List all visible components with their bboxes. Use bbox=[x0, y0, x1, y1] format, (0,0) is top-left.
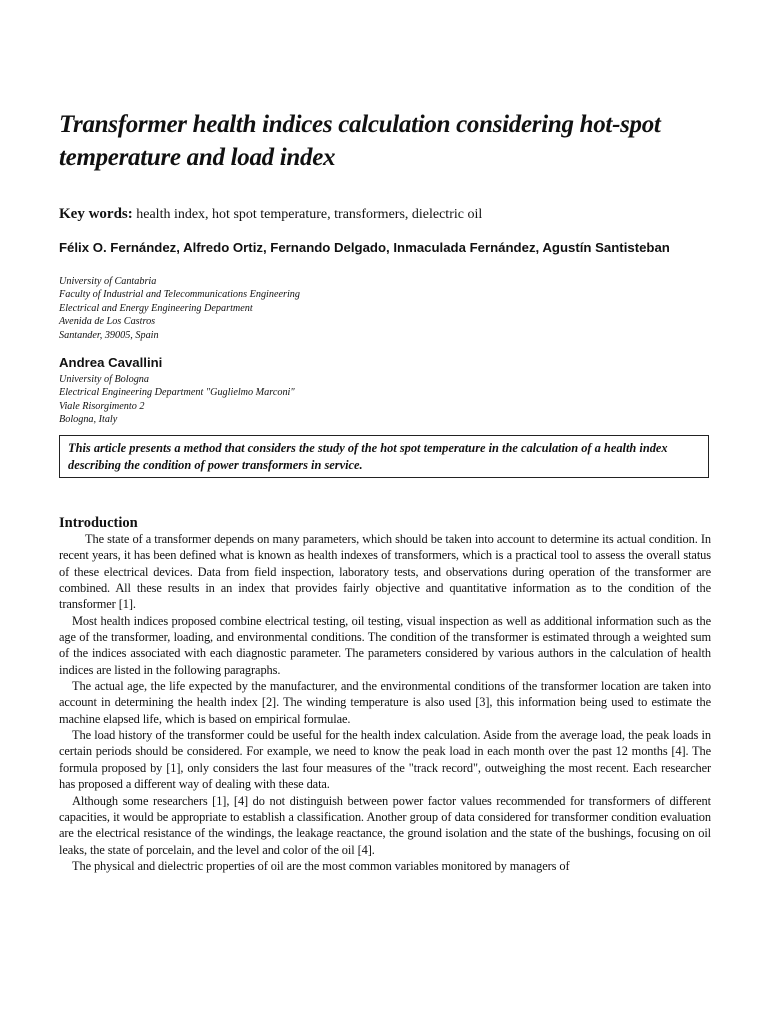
affiliation-line: Electrical and Energy Engineering Department bbox=[59, 302, 253, 314]
affiliation-line: Bologna, Italy bbox=[59, 414, 118, 426]
introduction-body bbox=[59, 531, 711, 874]
body-paragraph: Although some researchers [1], [4] do not distinguish between power factor values recommended for transformers of different capacities, it would be appropriate to establish a classification. Another group of data considered for transformer condition evaluation are the electrical resistance of the windings, the leakage reactance, the ground isolation and the state of the bushings, focusing on oil leaks, the state of porcelain, and the level and color of the oil [4]. bbox=[59, 793, 711, 857]
affiliation-2 bbox=[59, 373, 711, 427]
affiliation-line: Viale Risorgimento 2 bbox=[59, 400, 145, 412]
body-paragraph: The load history of the transformer could be useful for the health index calculation. Aside from the average load, the peak loads in certain periods should be considered. For example, we need to know the peak load in each month over the past 12 months [4]. The formula proposed by [1], only considers the last four measures of the "track record", outweighing the most recent. Each researcher has proposed a different way of dealing with these data. bbox=[59, 728, 711, 792]
abstract-box: This article presents a method that considers the study of the hot spot temperature in the calculation of a health index describing the condition of power transformers in service. bbox=[59, 435, 709, 478]
affiliation-line: University of Bologna bbox=[59, 374, 149, 385]
affiliation-1 bbox=[59, 275, 711, 342]
affiliation-line: University of Cantabria bbox=[59, 276, 157, 287]
affiliation-line: Santander, 39005, Spain bbox=[59, 329, 159, 341]
affiliation-line: Electrical Engineering Department "Guglielmo Marconi" bbox=[59, 387, 295, 399]
section-heading-introduction: Introduction bbox=[59, 515, 138, 531]
body-paragraph: The state of a transformer depends on many parameters, which should be taken into account to determine its actual condition. In recent years, it has been defined what is known as health indexes of transformers, which is a practical tool to assess the overall status of these electrical devices. Data from field inspection, laboratory tests, and observations during operation of the transformer are combined. All these results in an index that provides fairly objective and quantitative information as to the condition of the transformer [1]. bbox=[59, 532, 711, 612]
body-paragraph: Most health indices proposed combine electrical testing, oil testing, visual inspection as well as additional information such as the age of the transformer, loading, and environmental conditions. The condition of the transformer is estimated through a weighted sum of the indices associated with each diagnostic parameter. The parameters considered by various authors in the calculation of health indices are listed in the following paragraphs. bbox=[59, 613, 711, 677]
affiliation-line: Avenida de Los Castros bbox=[59, 316, 156, 328]
keywords-line bbox=[59, 205, 711, 224]
author-2: Andrea Cavallini bbox=[59, 355, 163, 370]
keywords-label: Key words: bbox=[59, 206, 133, 222]
keywords-text: health index, hot spot temperature, transformers, dielectric oil bbox=[132, 207, 483, 222]
affiliation-line: Faculty of Industrial and Telecommunications Engineering bbox=[59, 289, 300, 301]
paper-title: Transformer health indices calculation considering hot-spot temperature and load index bbox=[59, 111, 661, 171]
author-list-1: Félix O. Fernández, Alfredo Ortiz, Fernando Delgado, Inmaculada Fernández, Agustín Santisteban bbox=[59, 240, 670, 255]
body-paragraph: The actual age, the life expected by the manufacturer, and the environmental conditions of the transformer location are taken into account in determining the health index [2]. The winding temperature is also used [3], this information being used to estimate the machine elapsed life, which is based on empirical formulae. bbox=[59, 679, 711, 726]
body-paragraph: The physical and dielectric properties of oil are the most common variables monitored by managers of bbox=[72, 858, 570, 873]
